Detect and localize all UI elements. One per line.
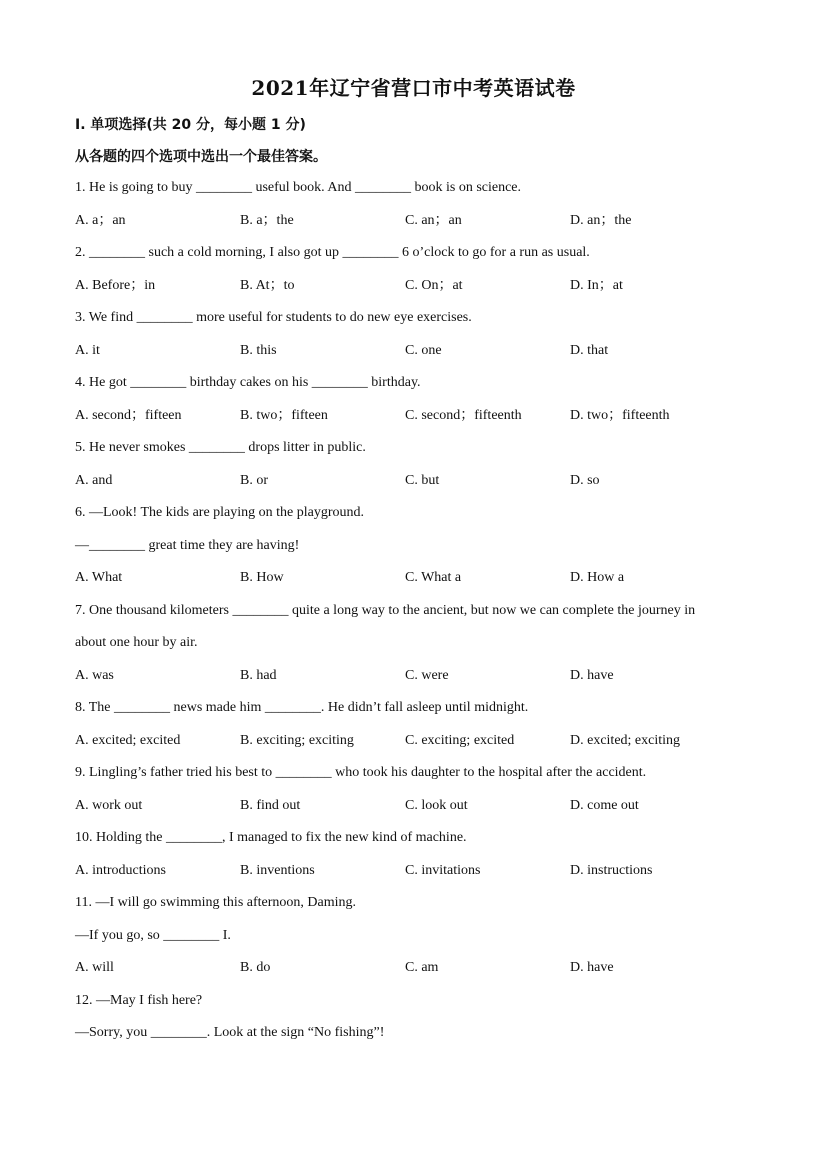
section-heading: Ⅰ. 单项选择(共 20 分，每小题 1 分) <box>75 117 306 133</box>
answer-option: C. On；at <box>405 277 463 293</box>
answer-option: C. What a <box>405 570 462 585</box>
question-item <box>75 985 735 1050</box>
question-text: 12. —May I fish here? <box>75 992 203 1008</box>
answer-option: A. What <box>75 570 123 585</box>
question-text: 6. —Look! The kids are playing on the playground. <box>75 505 365 520</box>
answer-option: A. excited; excited <box>75 732 181 748</box>
question-text: —________ great time they are having! <box>75 537 300 553</box>
answer-option: A. it <box>75 342 100 358</box>
question-item <box>75 595 735 693</box>
answer-option: A. a；an <box>75 212 126 228</box>
answer-option: A. and <box>75 472 113 488</box>
question-item <box>75 367 735 432</box>
answer-option: D. How a <box>570 570 625 585</box>
answer-option: B. this <box>240 342 277 358</box>
answer-option: C. invitations <box>405 862 481 878</box>
option-row <box>75 400 735 433</box>
answer-option: A. introductions <box>75 862 166 878</box>
answer-option: D. so <box>570 472 600 488</box>
question-text: 1. He is going to buy ________ useful book. And ________ book is on science. <box>75 180 522 195</box>
question-item <box>75 887 735 985</box>
answer-option: B. had <box>240 667 277 683</box>
question-item <box>75 302 735 367</box>
question-text: —Sorry, you ________. Look at the sign “No fishing”! <box>75 1025 385 1040</box>
answer-option: D. instructions <box>570 862 653 878</box>
answer-option: A. was <box>75 667 114 683</box>
answer-option: C. exciting; excited <box>405 732 515 748</box>
question-item <box>75 432 735 497</box>
question-item <box>75 822 735 887</box>
answer-option: A. will <box>75 960 114 975</box>
question-text: —If you go, so ________ I. <box>75 927 231 943</box>
answer-option: B. inventions <box>240 862 315 878</box>
answer-option: D. have <box>570 960 614 975</box>
question-text: about one hour by air. <box>75 635 198 650</box>
answer-option: D. have <box>570 667 614 683</box>
answer-option: B. exciting; exciting <box>240 732 354 748</box>
option-row <box>75 855 735 888</box>
answer-option: C. were <box>405 667 449 683</box>
answer-option: C. look out <box>405 797 468 813</box>
question-text: 7. One thousand kilometers ________ quite a long way to the ancient, but now we can complete the journey in <box>75 602 696 618</box>
option-row <box>75 562 735 595</box>
question-item <box>75 692 735 757</box>
option-row <box>75 270 735 303</box>
page-title: 2021年辽宁省营口市中考英语试卷 <box>251 76 576 100</box>
answer-option: D. excited; exciting <box>570 732 681 748</box>
question-text: 9. Lingling’s father tried his best to ________ who took his daughter to the hospital after the accident. <box>75 765 647 780</box>
answer-option: C. am <box>405 960 439 975</box>
question-text: 5. He never smokes ________ drops litter in public. <box>75 440 366 455</box>
answer-option: B. How <box>240 570 284 585</box>
question-text: 11. —I will go swimming this afternoon, Daming. <box>75 895 357 910</box>
question-text: 10. Holding the ________, I managed to fix the new kind of machine. <box>75 830 467 845</box>
answer-option: A. second；fifteen <box>75 407 182 423</box>
question-text: 4. He got ________ birthday cakes on his ________ birthday. <box>75 375 421 390</box>
question-list <box>75 172 735 1050</box>
answer-option: D. come out <box>570 797 639 813</box>
answer-option: C. one <box>405 342 442 358</box>
section-instruction: 从各题的四个选项中选出一个最佳答案。 <box>75 149 327 165</box>
question-text: 8. The ________ news made him ________. He didn’t fall asleep until midnight. <box>75 700 529 715</box>
answer-option: D. that <box>570 342 609 358</box>
answer-option: C. an；an <box>405 212 462 228</box>
option-row <box>75 790 735 823</box>
answer-option: B. At；to <box>240 277 295 293</box>
answer-option: C. second；fifteenth <box>405 407 522 423</box>
answer-option: A. work out <box>75 797 143 813</box>
option-row <box>75 205 735 238</box>
option-row <box>75 335 735 368</box>
question-item <box>75 172 735 237</box>
question-item <box>75 757 735 822</box>
answer-option: B. find out <box>240 797 301 813</box>
option-row <box>75 725 735 758</box>
question-text: 3. We find ________ more useful for students to do new eye exercises. <box>75 310 472 325</box>
answer-option: D. In；at <box>570 277 623 293</box>
option-row <box>75 952 735 985</box>
question-item <box>75 237 735 302</box>
option-row <box>75 660 735 693</box>
answer-option: A. Before；in <box>75 277 156 293</box>
answer-option: D. an；the <box>570 212 632 228</box>
answer-option: B. do <box>240 960 271 975</box>
option-row <box>75 465 735 498</box>
answer-option: B. or <box>240 472 268 488</box>
question-item <box>75 497 735 595</box>
answer-option: D. two；fifteenth <box>570 407 670 423</box>
answer-option: C. but <box>405 472 440 488</box>
question-text: 2. ________ such a cold morning, I also got up ________ 6 o’clock to go for a run as usual. <box>75 245 590 260</box>
answer-option: B. two；fifteen <box>240 407 328 423</box>
answer-option: B. a；the <box>240 212 294 228</box>
